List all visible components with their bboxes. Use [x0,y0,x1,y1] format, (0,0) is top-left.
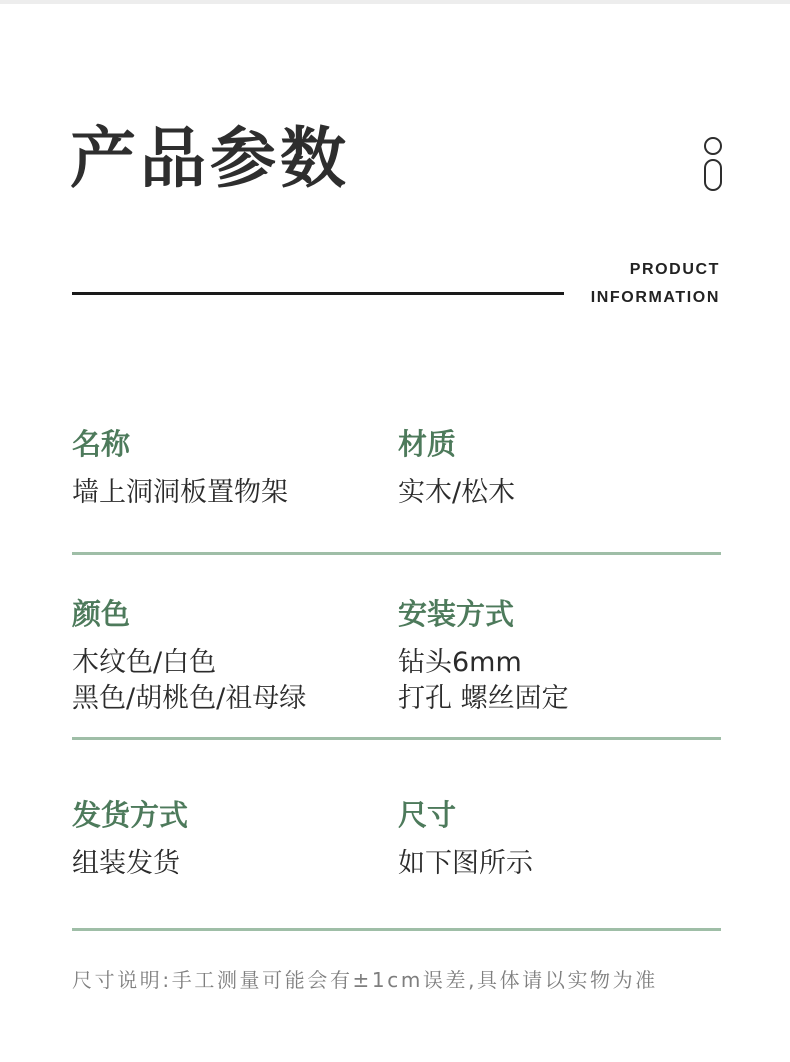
param-size-value [398,846,533,882]
param-shipping [72,798,189,882]
param-material-label: 材质 [398,427,457,461]
divider-2 [72,737,721,740]
divider-1 [72,552,721,555]
param-size-label: 尺寸 [398,798,457,832]
subtitle-en [591,256,720,312]
page-title: 产品参数 [70,120,350,197]
param-install [398,597,569,716]
param-shipping-value [72,846,188,882]
divider-3 [72,928,721,931]
param-install-line-1: 钻头6mm [398,647,522,678]
param-material-value [398,475,515,511]
param-color-line-1: 木纹色/白色 [72,647,217,678]
param-install-value [398,645,569,716]
param-material [398,427,516,511]
param-shipping-label: 发货方式 [72,798,189,832]
param-color-value [72,645,306,716]
param-name [72,427,288,511]
param-color-label: 颜色 [72,597,131,631]
param-name-value-text: 墙上洞洞板置物架 [72,477,288,508]
deco-pill [704,159,722,191]
size-note: 尺寸说明:手工测量可能会有±1cm误差,具体请以实物为准 [72,968,658,992]
param-install-label: 安装方式 [398,597,515,631]
param-name-label: 名称 [72,427,131,461]
param-install-line-2: 打孔 螺丝固定 [398,682,569,714]
param-shipping-value-text: 组装发货 [72,848,180,879]
deco-dot [704,137,722,155]
top-strip [0,0,790,4]
param-material-value-text: 实木/松木 [398,477,516,508]
param-color [72,597,307,716]
param-size-value-text: 如下图所示 [398,848,533,879]
dot-pill-icon [704,137,722,193]
param-size [398,798,533,882]
header-rule [72,292,564,295]
param-name-value [72,475,288,511]
param-color-line-2: 黑色/胡桃色/祖母绿 [72,682,307,714]
subtitle-line-2: INFORMATION [590,289,720,306]
subtitle-line-1: PRODUCT [629,261,720,278]
